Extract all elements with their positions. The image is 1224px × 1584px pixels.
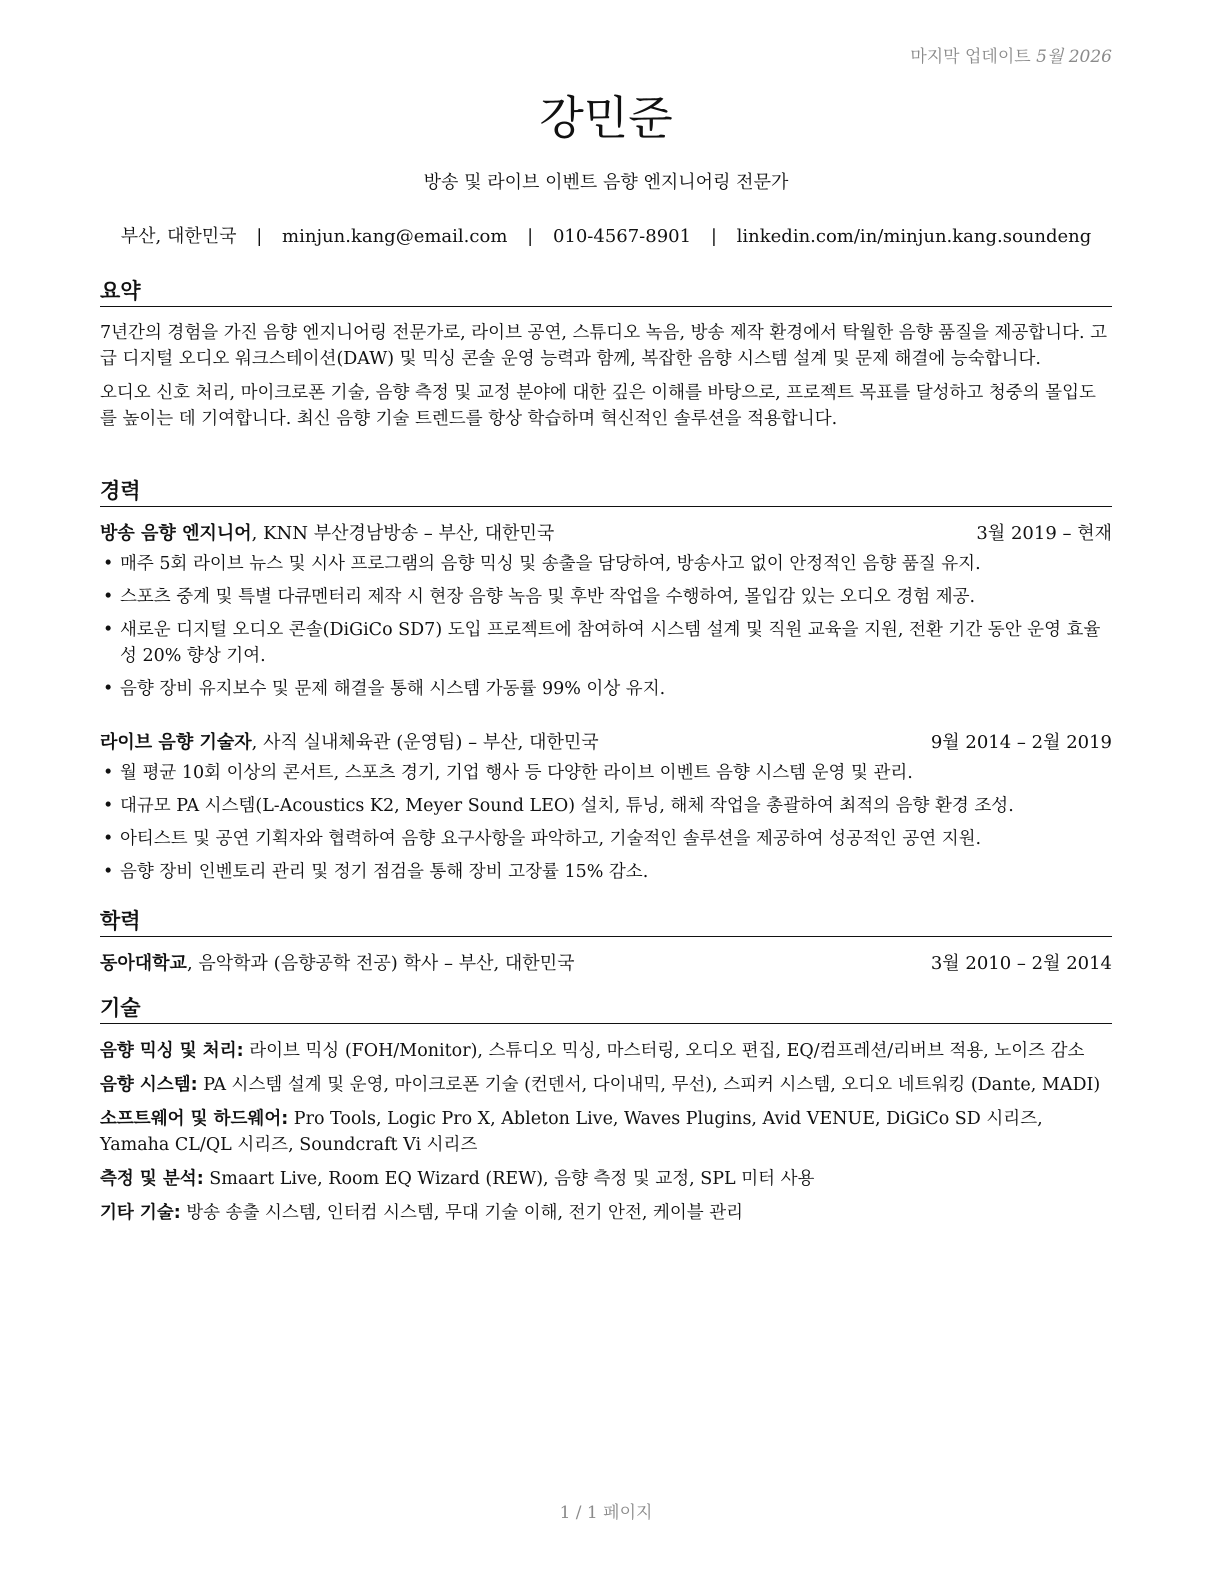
skill-text: 방송 송출 시스템, 인터컴 시스템, 무대 기술 이해, 전기 안전, 케이블 관리 <box>180 1203 744 1223</box>
skill-label: 음향 믹싱 및 처리: <box>100 1041 244 1061</box>
section-title-skills: 기술 <box>100 993 1112 1024</box>
job-bullets <box>100 551 1112 702</box>
job-bullets <box>100 760 1112 885</box>
contact-separator: | <box>527 226 534 247</box>
job-header <box>100 730 1112 756</box>
skill-label: 기타 기술: <box>100 1203 181 1223</box>
tagline: 방송 및 라이브 이벤트 음향 엔지니어링 전문가 <box>423 172 789 193</box>
bullet-text: 스포츠 중계 및 특별 다큐멘터리 제작 시 현장 음향 녹음 및 후반 작업을 수행하여, 몰입감 있는 오디오 경험 제공. <box>120 587 976 607</box>
bullet-dot-icon: • <box>103 587 114 607</box>
contact-location: 부산, 대한민국 <box>120 226 237 247</box>
last-updated-year: 2026 <box>1068 47 1112 67</box>
contact-linkedin[interactable]: linkedin.com/in/minjun.kang.soundeng <box>736 226 1092 247</box>
contact-separator: | <box>256 226 263 247</box>
job-entry <box>100 730 1112 892</box>
section-title-education: 학력 <box>100 906 1112 937</box>
job-title-line <box>100 521 554 547</box>
skill-text: Pro Tools, Logic Pro X, Ableton Live, Waves Plugins, Avid VENUE, DiGiCo SD 시리즈, Yamaha CL/QL 시리즈, Soundcraft Vi 시리즈 <box>100 1109 1043 1155</box>
skill-item <box>100 1038 1112 1064</box>
job-entry <box>100 521 1112 709</box>
contact-separator: | <box>710 226 717 247</box>
list-item <box>100 760 1112 786</box>
last-updated-month: 5월 <box>1036 47 1064 67</box>
bullet-text: 음향 장비 인벤토리 관리 및 정기 점검을 통해 장비 고장률 15% 감소. <box>120 862 649 882</box>
education-line <box>100 951 574 977</box>
list-item <box>100 859 1112 885</box>
summary-paragraph: 7년간의 경험을 가진 음향 엔지니어링 전문가로, 라이브 공연, 스튜디오 녹음, 방송 제작 환경에서 탁월한 음향 품질을 제공합니다. 고급 디지털 오디오 워크스테이션(DAW) 및 믹싱 콘솔 운영 능력과 함께, 복잡한 음향 시스템 설계 및 문제 해결에 능숙합니다. <box>100 323 1108 369</box>
bullet-text: 월 평균 10회 이상의 콘서트, 스포츠 경기, 기업 행사 등 다양한 라이브 이벤트 음향 시스템 운영 및 관리. <box>120 763 913 783</box>
job-title-line <box>100 730 599 756</box>
skill-item <box>100 1166 1112 1192</box>
summary-section <box>100 320 1112 440</box>
job-role: 방송 음향 엔지니어 <box>100 523 252 544</box>
last-updated <box>910 44 1112 70</box>
job-header <box>100 521 1112 547</box>
section-title-experience: 경력 <box>100 476 1112 507</box>
bullet-dot-icon: • <box>103 554 114 574</box>
bullet-text: 새로운 디지털 오디오 콘솔(DiGiCo SD7) 도입 프로젝트에 참여하여 시스템 설계 및 직원 교육을 지원, 전환 기간 동안 운영 효율성 20% 향상 기여. <box>120 620 1101 666</box>
job-org: , 사직 실내체육관 (운영팀) – 부산, 대한민국 <box>251 732 599 753</box>
education-entry <box>100 951 1112 981</box>
job-role: 라이브 음향 기술자 <box>100 732 252 753</box>
bullet-text: 매주 5회 라이브 뉴스 및 시사 프로그램의 음향 믹싱 및 송출을 담당하여, 방송사고 없이 안정적인 음향 품질 유지. <box>120 554 981 574</box>
skill-label: 소프트웨어 및 하드웨어: <box>100 1109 289 1129</box>
list-item <box>100 676 1112 702</box>
contact-email[interactable]: minjun.kang@email.com <box>282 226 508 247</box>
page-number: 1 / 1 페이지 <box>559 1503 653 1523</box>
list-item <box>100 617 1112 669</box>
bullet-text: 아티스트 및 공연 기획자와 협력하여 음향 요구사항을 파악하고, 기술적인 솔루션을 제공하여 성공적인 공연 지원. <box>120 829 982 849</box>
summary-paragraph: 오디오 신호 처리, 마이크로폰 기술, 음향 측정 및 교정 분야에 대한 깊은 이해를 바탕으로, 프로젝트 목표를 달성하고 청중의 몰입도를 높이는 데 기여합니다. 최신 음향 기술 트렌드를 항상 학습하며 혁신적인 솔루션을 적용합니다. <box>100 383 1096 429</box>
list-item <box>100 584 1112 610</box>
last-updated-label: 마지막 업데이트 <box>910 47 1031 67</box>
bullet-dot-icon: • <box>103 862 114 882</box>
contact-line <box>100 224 1112 250</box>
candidate-name: 강민준 <box>539 91 673 145</box>
skill-label: 측정 및 분석: <box>100 1169 204 1189</box>
skills-section <box>100 1038 1112 1234</box>
education-dates: 3월 2010 – 2월 2014 <box>930 953 1112 974</box>
list-item <box>100 826 1112 852</box>
bullet-dot-icon: • <box>103 679 114 699</box>
bullet-dot-icon: • <box>103 796 114 816</box>
bullet-text: 음향 장비 유지보수 및 문제 해결을 통해 시스템 가동률 99% 이상 유지. <box>120 679 666 699</box>
education-header <box>100 951 1112 977</box>
skill-text: Smaart Live, Room EQ Wizard (REW), 음향 측정 및 교정, SPL 미터 사용 <box>203 1169 815 1189</box>
school-name: 동아대학교 <box>100 953 187 974</box>
list-item <box>100 793 1112 819</box>
education-detail: , 음악학과 (음향공학 전공) 학사 – 부산, 대한민국 <box>186 953 575 974</box>
job-dates: 9월 2014 – 2월 2019 <box>930 732 1112 753</box>
list-item <box>100 551 1112 577</box>
contact-phone: 010-4567-8901 <box>552 226 692 247</box>
skill-label: 음향 시스템: <box>100 1075 198 1095</box>
skill-text: 라이브 믹싱 (FOH/Monitor), 스튜디오 믹싱, 마스터링, 오디오 편집, EQ/컴프레션/리버브 적용, 노이즈 감소 <box>243 1041 1085 1061</box>
job-org: , KNN 부산경남방송 – 부산, 대한민국 <box>251 523 555 544</box>
skill-text: PA 시스템 설계 및 운영, 마이크로폰 기술 (컨덴서, 다이내믹, 무선), 스피커 시스템, 오디오 네트워킹 (Dante, MADI) <box>197 1075 1101 1095</box>
skill-item <box>100 1200 1112 1226</box>
job-dates: 3월 2019 – 현재 <box>976 523 1112 544</box>
bullet-text: 대규모 PA 시스템(L-Acoustics K2, Meyer Sound LEO) 설치, 튜닝, 해체 작업을 총괄하여 최적의 음향 환경 조성. <box>120 796 1014 816</box>
section-title-summary: 요약 <box>100 276 1112 307</box>
bullet-dot-icon: • <box>103 763 114 783</box>
bullet-dot-icon: • <box>103 620 114 640</box>
resume-page <box>100 0 1112 1584</box>
skill-item <box>100 1106 1112 1158</box>
bullet-dot-icon: • <box>103 829 114 849</box>
skill-item <box>100 1072 1112 1098</box>
